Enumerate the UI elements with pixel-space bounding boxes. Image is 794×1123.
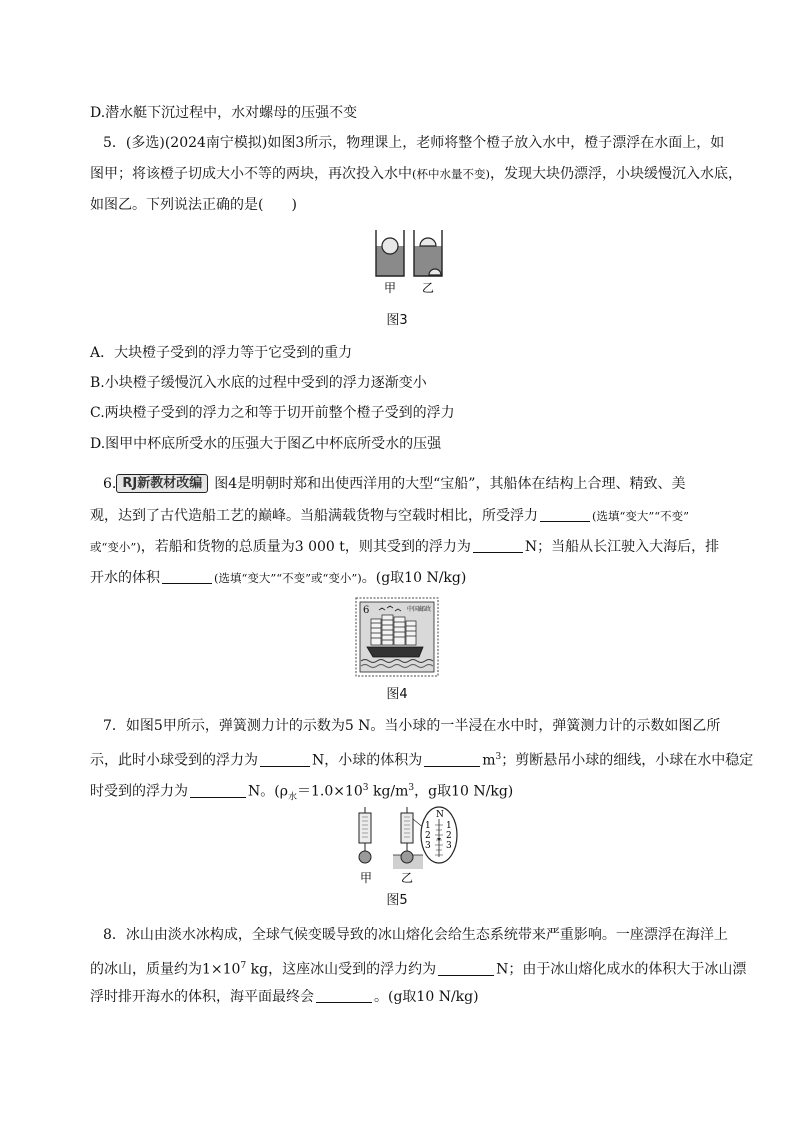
q6-text: 观，达到了古代造船工艺的巅峰。当船满载货物与空载时相比，所受浮力 xyxy=(90,508,538,524)
q6-stem-line1 xyxy=(103,474,743,494)
answer-blank[interactable] xyxy=(473,538,523,553)
q7-text: kg/m xyxy=(368,783,409,800)
q8-sup: 7 xyxy=(240,961,247,971)
q5-text: ，发现大块仍漂浮，小块缓慢沉入水底， xyxy=(489,166,742,182)
q4-option-d: D.潜水艇下沉过程中，水对螺母的压强不变 xyxy=(90,105,358,121)
q8-stem-line3 xyxy=(90,987,730,1007)
answer-blank[interactable] xyxy=(162,569,212,584)
scale-tick-left-2: 2 xyxy=(425,831,431,841)
q6-note: (选填“变大”“不变” xyxy=(592,509,690,523)
q5-option-a: A．大块橙子受到的浮力等于它受到的重力 xyxy=(90,345,353,361)
figure-5-caption: 图5 xyxy=(386,893,408,908)
q6-text: 开水的体积 xyxy=(90,570,160,586)
q6-note: (选填“变大”“不变”或“变小”) xyxy=(214,571,362,585)
q7-text: N，小球的体积为 xyxy=(312,752,423,769)
q8-text: N；由于冰山熔化成水的体积大于冰山漂 xyxy=(496,961,747,978)
q5-option-d: D.图甲中杯底所受水的压强大于图乙中杯底所受水的压强 xyxy=(90,436,442,452)
q6-text: N；当船从长江驶入大海后，排 xyxy=(524,539,720,555)
spring-scale-yi xyxy=(393,807,425,869)
figure-3-caption: 图3 xyxy=(386,313,408,328)
q6-text: 。(g取10 N/kg) xyxy=(361,570,467,586)
figure-3-beakers xyxy=(370,226,450,296)
q7-stem-line3 xyxy=(90,778,730,807)
beaker-yi xyxy=(414,230,442,276)
q7-sup: 3 xyxy=(362,783,369,793)
q6-text: 图4是明朝时郑和出使西洋用的大型“宝船”，其船体在结构上合理、精致、美 xyxy=(214,476,686,492)
q6-stem-line3 xyxy=(90,537,730,557)
q8-text: 。(g取10 N/kg) xyxy=(374,989,479,1005)
q7-sub: 水 xyxy=(287,792,297,803)
q8-stem-line2 xyxy=(90,956,747,980)
answer-blank[interactable] xyxy=(424,752,480,767)
q7-text: ，g取10 N/kg) xyxy=(414,783,514,800)
q7-text: N。(ρ xyxy=(248,783,288,800)
q7-text: m xyxy=(482,752,496,769)
q8-text: 浮时排开海水的体积，海平面最终会 xyxy=(90,989,314,1005)
q6-note: 或“变小”) xyxy=(90,540,141,554)
stamp-value: 6 xyxy=(363,605,370,616)
q5-option-b: B.小块橙子缓慢沉入水底的过程中受到的浮力逐渐变小 xyxy=(90,375,427,391)
q6-stem-line4 xyxy=(90,568,730,588)
q6-text: ，若船和货物的总质量为3 000 t，则其受到的浮力为 xyxy=(140,539,471,555)
q5-option-c: C.两块橙子受到的浮力之和等于切开前整个橙子受到的浮力 xyxy=(90,405,455,421)
scale-tick-left-1: 1 xyxy=(425,821,431,831)
q8-stem-line1: 8．冰山由淡水冰构成，全球气候变暖导致的冰山熔化会给生态系统带来严重影响。一座漂浮在海洋上 xyxy=(103,927,728,943)
q7-stem-line2 xyxy=(90,747,754,771)
fig3-label-yi: 乙 xyxy=(422,281,435,295)
q6-number: 6. xyxy=(103,476,117,492)
answer-blank[interactable] xyxy=(540,507,590,522)
fig5-label-yi: 乙 xyxy=(401,871,414,885)
q8-text: kg，这座冰山受到的浮力约为 xyxy=(246,961,437,978)
magnified-scale-dial xyxy=(421,807,457,863)
scale-tick-right-2: 2 xyxy=(446,831,452,841)
figure-5-spring-scales xyxy=(345,805,465,887)
stamp-country: 中国邮政 xyxy=(407,606,432,613)
whole-orange xyxy=(382,238,398,254)
q5-text: 图甲；将该橙子切成大小不等的两块，再次投入水中 xyxy=(90,166,412,182)
ball-icon xyxy=(401,851,413,863)
q7-stem-line1: 7．如图5甲所示，弹簧测力计的示数为5 N。当小球的一半浸在水中时，弹簧测力计的示数如图乙所 xyxy=(103,718,721,734)
scale-tick-left-3: 3 xyxy=(425,841,431,851)
answer-blank[interactable] xyxy=(438,961,494,976)
spring-scale-jia xyxy=(359,807,371,863)
answer-blank[interactable] xyxy=(190,783,246,798)
fig3-label-jia: 甲 xyxy=(384,281,397,295)
q5-stem-line1: 5．(多选)(2024南宁模拟)如图3所示，物理课上，老师将整个橙子放入水中，橙子漂浮在水面上，如 xyxy=(103,135,725,151)
fig5-label-jia: 甲 xyxy=(360,871,373,885)
q7-text: ＝1.0×10 xyxy=(296,783,363,800)
answer-blank[interactable] xyxy=(260,752,310,767)
q7-sup: 3 xyxy=(495,752,502,762)
scale-tick-right-1: 1 xyxy=(446,821,452,831)
q7-sup: 3 xyxy=(408,783,415,793)
q5-stem-line3: 如图乙。下列说法正确的是( ) xyxy=(90,197,297,213)
q7-text: ；剪断悬吊小球的细线，小球在水中稳定 xyxy=(501,752,754,769)
ball-icon xyxy=(359,851,371,863)
ship-hull-icon xyxy=(367,647,423,657)
answer-blank[interactable] xyxy=(316,988,372,1003)
beaker-jia xyxy=(376,230,404,276)
q8-text: 的冰山，质量约为1×10 xyxy=(90,961,241,978)
scale-tick-right-3: 3 xyxy=(446,841,452,851)
figure-4-ship-stamp xyxy=(355,597,439,677)
source-badge: RJ新教材改编 xyxy=(116,474,208,493)
q7-text: 示，此时小球受到的浮力为 xyxy=(90,752,258,769)
scale-unit: N xyxy=(436,810,444,820)
large-orange-piece xyxy=(420,238,436,246)
q5-stem-line2 xyxy=(90,164,742,184)
q7-text: 时受到的浮力为 xyxy=(90,783,188,800)
q5-note: (杯中水量不变) xyxy=(412,167,490,181)
q6-stem-line2 xyxy=(90,506,730,526)
figure-4-caption: 图4 xyxy=(386,687,408,702)
